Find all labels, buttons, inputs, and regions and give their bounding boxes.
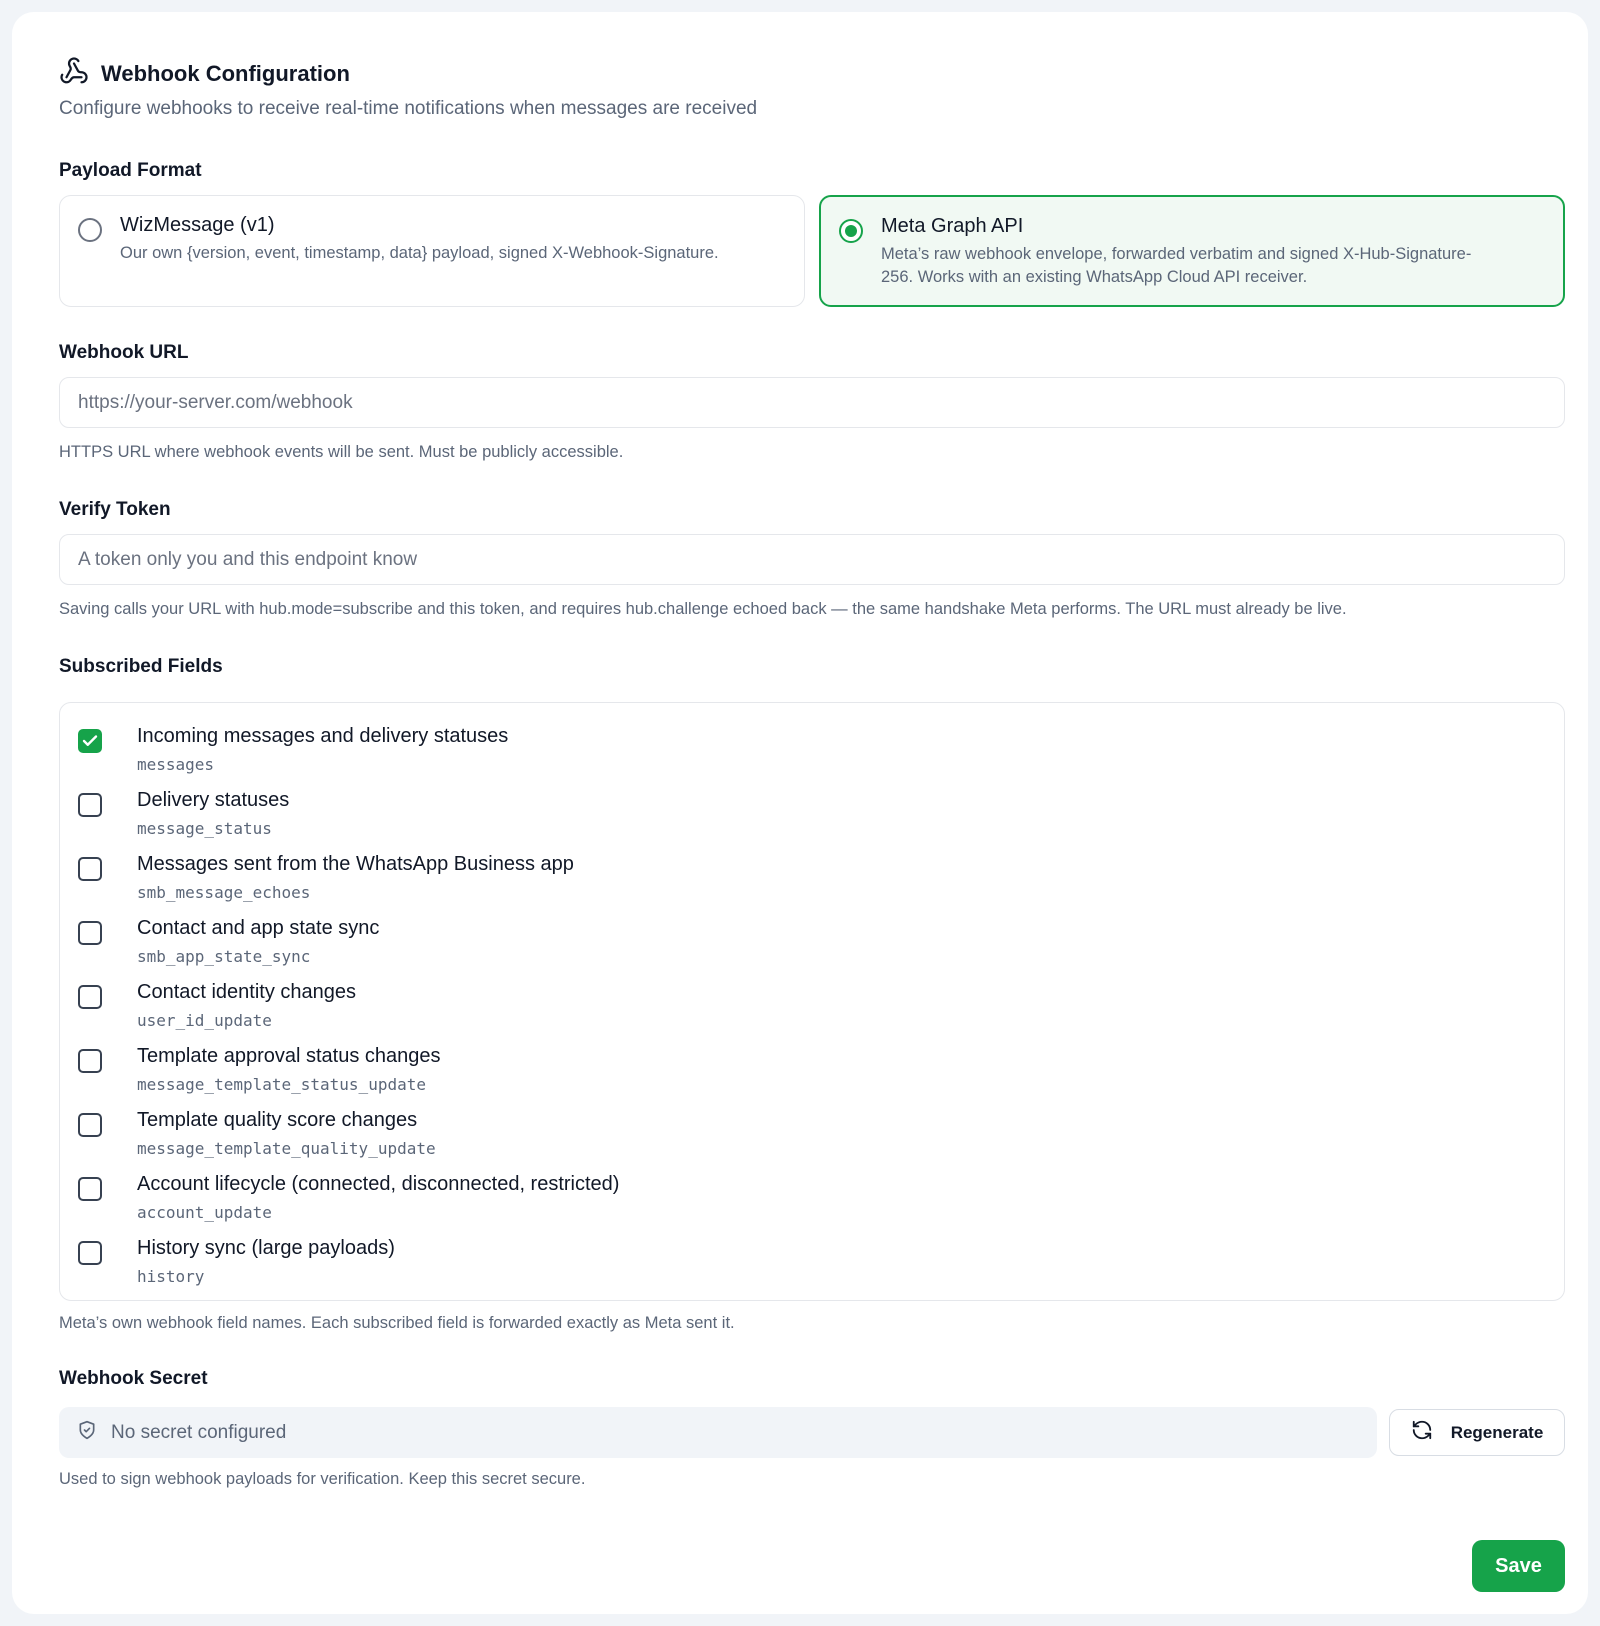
webhook-secret-label: Webhook Secret	[59, 1368, 208, 1389]
field-code: messages	[137, 755, 215, 774]
radio-wizmessage[interactable]	[78, 218, 102, 242]
field-code: account_update	[137, 1203, 272, 1222]
field-code: smb_app_state_sync	[137, 947, 311, 966]
secret-status: No secret configured	[111, 1421, 287, 1443]
field-checkbox[interactable]	[78, 857, 102, 881]
webhook-secret-helper: Used to sign webhook payloads for verification. Keep this secret secure.	[59, 1470, 586, 1488]
radio-meta[interactable]	[839, 219, 863, 243]
field-code: message_status	[137, 819, 272, 838]
field-label: Incoming messages and delivery statuses	[137, 725, 509, 747]
field-item-user-id-update[interactable]	[78, 981, 1538, 1039]
payload-option-title: WizMessage (v1)	[120, 214, 275, 236]
payload-option-wizmessage[interactable]	[59, 195, 805, 307]
regenerate-button[interactable]	[1389, 1409, 1565, 1456]
regenerate-label: Regenerate	[1450, 1422, 1544, 1442]
payload-option-title: Meta Graph API	[881, 215, 1024, 237]
save-button[interactable]: Save	[1472, 1540, 1565, 1592]
field-item-template-status-update[interactable]	[78, 1045, 1538, 1103]
webhook-url-helper: HTTPS URL where webhook events will be sent. Must be publicly accessible.	[59, 443, 624, 461]
field-item-template-quality-update[interactable]	[78, 1109, 1538, 1167]
subscribed-fields-label: Subscribed Fields	[59, 656, 223, 677]
field-item-smb-message-echoes[interactable]	[78, 853, 1538, 911]
webhook-url-input[interactable]	[59, 377, 1565, 428]
field-item-message-status[interactable]	[78, 789, 1538, 847]
field-code: user_id_update	[137, 1011, 272, 1030]
field-label: Delivery statuses	[137, 789, 290, 811]
payload-option-description: Meta’s raw webhook envelope, forwarded verbatim and signed X-Hub-Signature-256. Works with an existing WhatsApp Cloud API receiver.	[881, 245, 1472, 286]
payload-format-label: Payload Format	[59, 160, 202, 181]
field-item-account-update[interactable]	[78, 1173, 1538, 1231]
webhook-url-label: Webhook URL	[59, 342, 189, 363]
subscribed-fields-helper: Meta’s own webhook field names. Each subscribed field is forwarded exactly as Meta sent it.	[59, 1314, 735, 1332]
webhook-secret-field	[59, 1407, 1377, 1458]
field-label: Contact identity changes	[137, 981, 357, 1003]
card-header	[59, 56, 350, 91]
page-title: Webhook Configuration	[101, 60, 350, 86]
field-code: message_template_status_update	[137, 1075, 426, 1094]
verify-token-label: Verify Token	[59, 499, 171, 520]
page-subtitle: Configure webhooks to receive real-time notifications when messages are received	[59, 98, 758, 119]
field-checkbox-checked[interactable]	[78, 729, 102, 753]
field-code: message_template_quality_update	[137, 1139, 436, 1158]
webhook-icon	[59, 56, 89, 91]
field-label: Template quality score changes	[137, 1109, 418, 1131]
field-checkbox[interactable]	[78, 1049, 102, 1073]
field-code: history	[137, 1267, 205, 1286]
field-checkbox[interactable]	[78, 1113, 102, 1137]
field-checkbox[interactable]	[78, 985, 102, 1009]
payload-option-description: Our own {version, event, timestamp, data} payload, signed X-Webhook-Signature.	[120, 244, 719, 262]
field-label: Messages sent from the WhatsApp Business app	[137, 853, 574, 875]
field-checkbox[interactable]	[78, 793, 102, 817]
field-item-history[interactable]	[78, 1237, 1538, 1295]
field-checkbox[interactable]	[78, 1241, 102, 1265]
shield-icon	[77, 1420, 97, 1445]
field-checkbox[interactable]	[78, 1177, 102, 1201]
webhook-config-card	[12, 12, 1588, 1614]
field-label: History sync (large payloads)	[137, 1237, 395, 1259]
field-item-smb-app-state-sync[interactable]	[78, 917, 1538, 975]
verify-token-helper: Saving calls your URL with hub.mode=subscribe and this token, and requires hub.challenge echoed back — the same handshake Meta performs. The URL must already be live.	[59, 600, 1347, 618]
field-label: Template approval status changes	[137, 1045, 441, 1067]
payload-option-meta[interactable]	[819, 195, 1565, 307]
field-label: Account lifecycle (connected, disconnected, restricted)	[137, 1173, 620, 1195]
refresh-icon	[1411, 1419, 1433, 1446]
subscribed-fields-list	[59, 702, 1565, 1301]
field-item-messages[interactable]	[78, 725, 1538, 783]
field-checkbox[interactable]	[78, 921, 102, 945]
field-code: smb_message_echoes	[137, 883, 311, 902]
verify-token-input[interactable]	[59, 534, 1565, 585]
field-label: Contact and app state sync	[137, 917, 380, 939]
